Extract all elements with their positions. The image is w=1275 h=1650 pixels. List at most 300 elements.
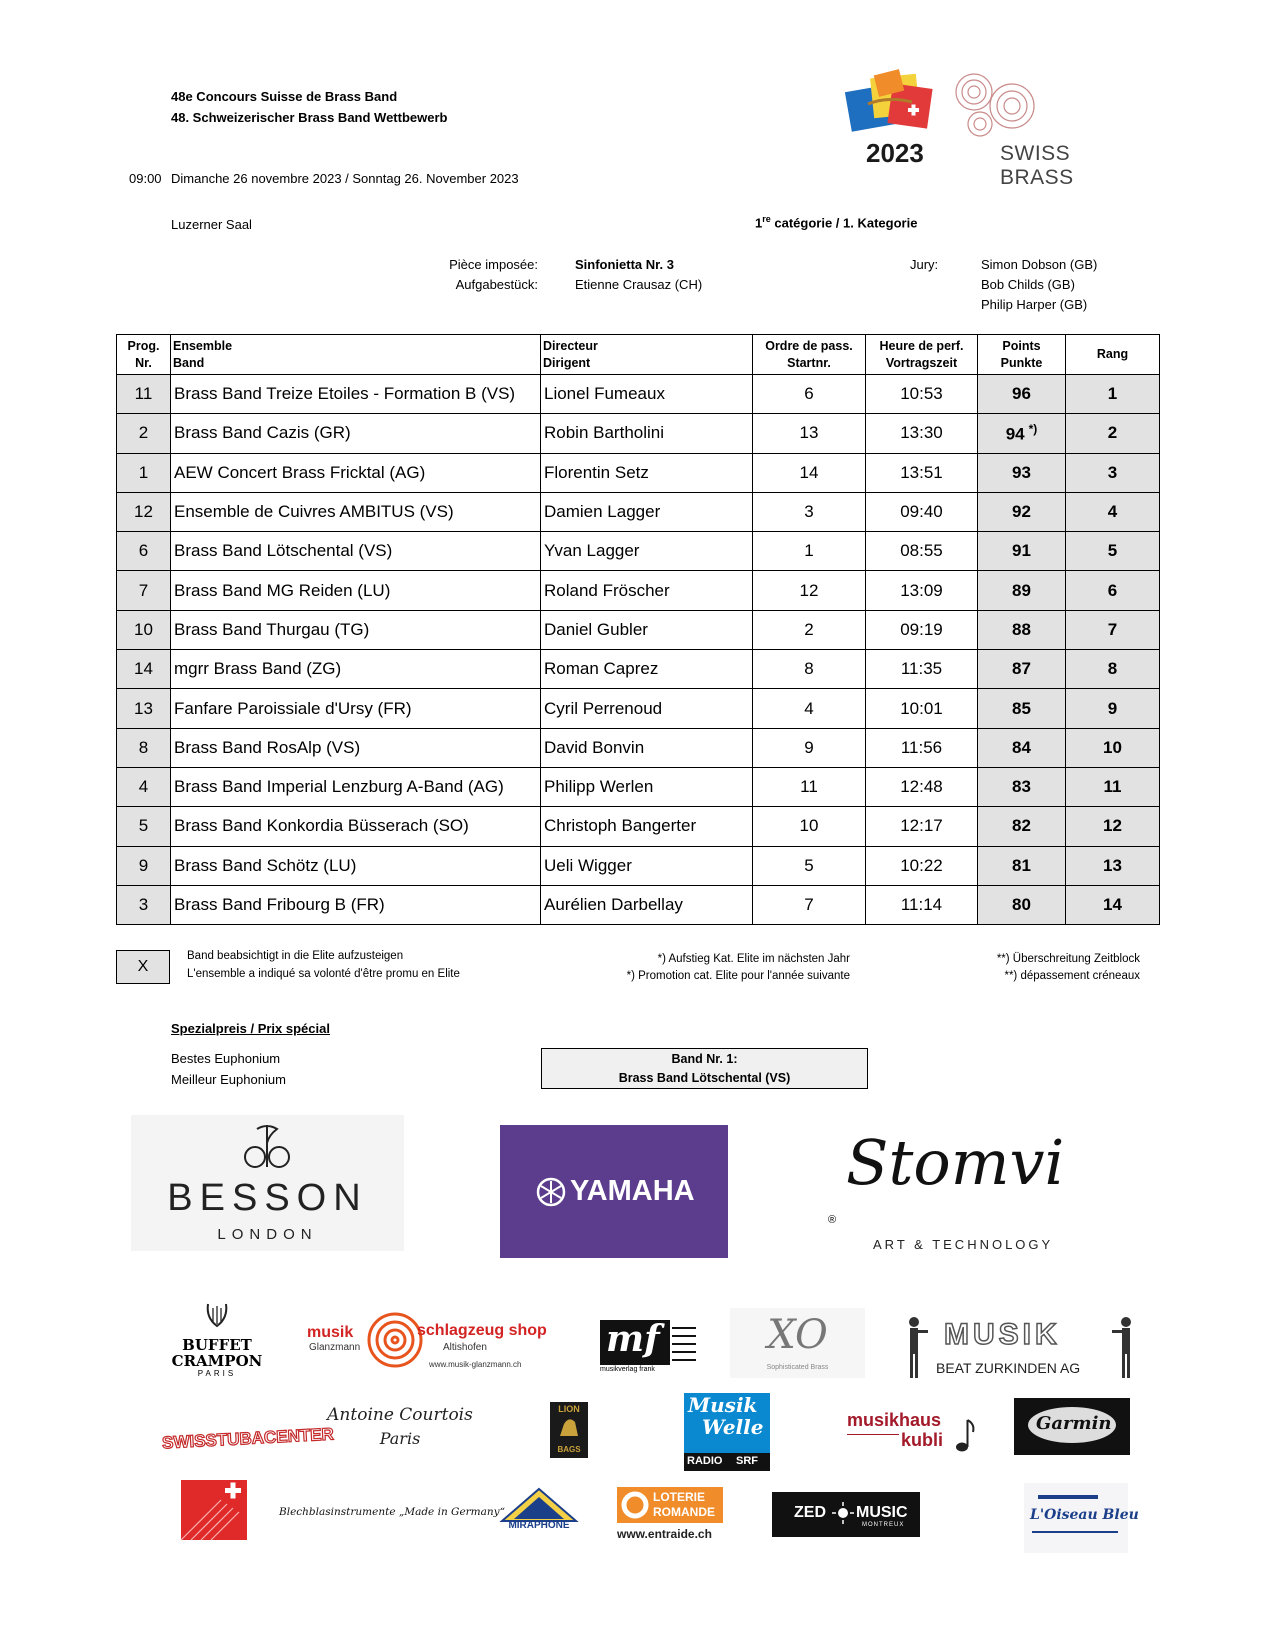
kubli-line2: kubli — [901, 1430, 944, 1450]
colored-squares-icon — [842, 70, 952, 140]
director-cell — [541, 610, 753, 649]
stomvi-name: Stomvi — [846, 1126, 1065, 1199]
rank-cell-text: 3 — [1107, 462, 1118, 482]
rank-cell-text: 11 — [1103, 777, 1122, 797]
col-ensemble: Ensemble Band — [171, 335, 541, 375]
order-cell — [753, 453, 866, 492]
prog-cell-text: 13 — [134, 698, 153, 718]
order-cell — [753, 532, 866, 571]
time-cell — [866, 571, 978, 610]
band-cell — [171, 532, 541, 571]
garmin-logo — [1014, 1398, 1130, 1455]
order-cell-text: 5 — [804, 855, 814, 875]
buffet-line2: CRAMPON — [171, 1352, 263, 1370]
time-cell — [866, 846, 978, 885]
band-cell-text: AEW Concert Brass Fricktal (AG) — [174, 462, 426, 482]
musikwelle-line3: RADIO — [687, 1455, 723, 1467]
prog-cell-text: 10 — [134, 619, 153, 639]
zed-music-logo — [772, 1492, 920, 1537]
buffet-crampon-logo — [163, 1300, 271, 1395]
rank-cell-text: 8 — [1107, 659, 1118, 679]
band-cell — [171, 610, 541, 649]
points-cell-text: 84 — [1012, 737, 1031, 757]
band-cell-text: Brass Band Lötschental (VS) — [174, 541, 393, 561]
rank-cell-text: 4 — [1107, 502, 1118, 522]
rank-cell — [1066, 689, 1160, 728]
time-cell-text: 11:56 — [900, 737, 943, 757]
besson-sub: LONDON — [217, 1226, 318, 1243]
courtois-line1: Antoine Courtois — [327, 1405, 473, 1425]
table-row — [117, 650, 1160, 689]
rank-cell-text: 13 — [1103, 855, 1122, 875]
order-cell-text: 13 — [799, 423, 819, 443]
besson-name: BESSON — [167, 1177, 368, 1219]
prog-cell — [117, 532, 171, 571]
swiss-brass-text: SWISS BRASS — [1000, 142, 1074, 189]
timeblock-note-de: **) Überschreitung Zeitblock — [996, 953, 1140, 965]
order-cell-text: 7 — [804, 895, 814, 914]
order-cell-text: 14 — [799, 462, 819, 482]
prog-cell — [117, 610, 171, 649]
band-cell — [171, 571, 541, 610]
event-2023-logo — [842, 70, 952, 168]
time-cell — [866, 728, 978, 767]
points-footnote-mark: *) — [1028, 422, 1038, 437]
col-points: Points Punkte — [978, 335, 1066, 375]
rank-cell — [1066, 885, 1160, 924]
garmin-name: Garmin — [1036, 1413, 1112, 1434]
band-cell — [171, 650, 541, 689]
col-time: Heure de perf. Vortragszeit — [866, 335, 978, 375]
prog-cell — [117, 375, 171, 414]
prog-cell-text: 4 — [138, 777, 149, 797]
trumpeter-left-icon — [900, 1312, 928, 1380]
band-cell-text: Fanfare Paroissiale d'Ursy (FR) — [174, 698, 412, 718]
band-cell — [171, 689, 541, 728]
category — [755, 214, 917, 230]
oiseau-bleu-logo — [1024, 1483, 1139, 1553]
band-cell — [171, 453, 541, 492]
band-cell-text: Brass Band RosAlp (VS) — [174, 737, 361, 757]
director-cell-text: Lionel Fumeaux — [544, 384, 665, 404]
piece-composer: Etienne Crausaz (CH) — [575, 277, 703, 292]
prog-cell-text: 1 — [138, 462, 149, 482]
points-cell — [978, 767, 1066, 806]
rank-cell — [1066, 414, 1160, 453]
staff-lines-icon — [672, 1324, 696, 1362]
col-prog: Prog. Nr. — [117, 335, 171, 375]
prog-cell-text: 7 — [138, 580, 149, 600]
director-cell — [541, 689, 753, 728]
band-cell — [171, 375, 541, 414]
rank-cell — [1066, 807, 1160, 846]
blechblas-logo — [275, 1500, 505, 1528]
venue: Luzerner Saal — [171, 217, 252, 232]
band-cell — [171, 807, 541, 846]
table-row — [117, 453, 1160, 492]
prog-cell-text: 2 — [138, 423, 149, 443]
band-cell — [171, 414, 541, 453]
table-row — [117, 846, 1160, 885]
start-time: 09:00 — [129, 171, 162, 186]
miraphone-name: MIRAPHONE — [508, 1520, 570, 1531]
stomvi-sub: ART & TECHNOLOGY — [873, 1237, 1054, 1252]
rank-cell — [1066, 375, 1160, 414]
director-cell-text: Christoph Bangerter — [544, 816, 697, 836]
glanzmann-logo — [305, 1310, 550, 1374]
zed-name: ZED — [794, 1504, 826, 1521]
order-cell — [753, 689, 866, 728]
points-cell — [978, 532, 1066, 571]
zurkinden-name: MUSIK — [944, 1318, 1061, 1351]
order-cell-text: 8 — [804, 659, 814, 679]
order-cell-text: 9 — [804, 737, 814, 757]
lion-bags-logo — [550, 1402, 588, 1458]
prog-cell — [117, 767, 171, 806]
rank-cell-text: 14 — [1103, 895, 1122, 914]
rank-cell — [1066, 846, 1160, 885]
order-cell — [753, 728, 866, 767]
prog-cell-text: 11 — [134, 384, 153, 404]
time-cell — [866, 885, 978, 924]
blech-text: Blechblasinstrumente „Made in Germany“ — [279, 1506, 505, 1518]
special-prize-fr: Meilleur Euphonium — [171, 1072, 286, 1087]
order-cell — [753, 610, 866, 649]
besson-emblem-icon — [239, 1121, 295, 1171]
points-cell-text: 94 — [1005, 424, 1025, 444]
stomvi-logo — [828, 1126, 1098, 1255]
special-prize-title: Spezialpreis / Prix spécial — [171, 1021, 330, 1036]
miraphone-triangle-icon — [494, 1487, 584, 1523]
order-cell-text: 6 — [804, 384, 814, 404]
rank-cell — [1066, 453, 1160, 492]
special-prize-band-label: Band Nr. 1: — [671, 1052, 738, 1066]
points-cell-text: 81 — [1012, 855, 1031, 875]
time-cell-text: 11:14 — [900, 895, 943, 914]
band-cell — [171, 492, 541, 531]
director-cell-text: Daniel Gubler — [544, 619, 648, 639]
buffet-line1: BUFFET — [182, 1336, 252, 1354]
director-cell-text: Aurélien Darbellay — [544, 895, 683, 914]
director-cell — [541, 375, 753, 414]
xo-mark: XO — [767, 1312, 828, 1358]
band-cell — [171, 767, 541, 806]
director-cell — [541, 846, 753, 885]
musikwelle-line1: Musik — [688, 1393, 758, 1417]
table-row — [117, 728, 1160, 767]
glanzmann-w1: musik — [307, 1324, 354, 1341]
band-cell-text: mgrr Brass Band (ZG) — [174, 659, 342, 679]
director-cell — [541, 532, 753, 571]
jury-member-2: Bob Childs (GB) — [981, 277, 1075, 292]
special-prize-de: Bestes Euphonium — [171, 1051, 281, 1066]
rank-cell-text: 5 — [1107, 541, 1118, 561]
points-cell — [978, 885, 1066, 924]
prog-cell-text: 6 — [138, 541, 149, 561]
band-cell-text: Ensemble de Cuivres AMBITUS (VS) — [174, 502, 454, 522]
prog-cell-text: 5 — [138, 816, 149, 836]
points-cell-text: 89 — [1012, 580, 1031, 600]
order-cell — [753, 885, 866, 924]
time-cell-text: 10:22 — [900, 855, 943, 875]
rank-cell — [1066, 728, 1160, 767]
prog-cell — [117, 571, 171, 610]
rank-cell-text: 1 — [1107, 384, 1118, 404]
director-cell-text: Roman Caprez — [544, 659, 659, 679]
points-cell — [978, 689, 1066, 728]
table-row — [117, 689, 1160, 728]
glanzmann-w3: Glanzmann — [309, 1342, 361, 1353]
time-cell — [866, 689, 978, 728]
title-de: 48. Schweizerischer Brass Band Wettbewerb — [171, 110, 448, 125]
prog-cell — [117, 414, 171, 453]
points-cell-text: 87 — [1012, 659, 1031, 679]
target-swirl-icon — [355, 1310, 435, 1374]
swiss-flag-logo — [181, 1480, 247, 1540]
glanzmann-w2: schlagzeug shop — [417, 1322, 547, 1339]
band-cell-text: Brass Band Fribourg B (FR) — [174, 895, 385, 914]
time-cell-text: 09:40 — [900, 502, 943, 522]
special-prize-band-name: Brass Band Lötschental (VS) — [618, 1071, 791, 1085]
time-cell — [866, 767, 978, 806]
director-cell-text: Damien Lagger — [544, 502, 661, 522]
points-cell — [978, 807, 1066, 846]
time-cell-text: 10:01 — [900, 698, 943, 718]
director-cell-text: Roland Fröscher — [544, 580, 670, 600]
stomvi-reg: ® — [828, 1214, 837, 1226]
points-cell-text: 80 — [1012, 895, 1031, 914]
col-rank: Rang — [1066, 335, 1160, 375]
table-row — [117, 532, 1160, 571]
musikverlag-frank-logo — [600, 1320, 702, 1375]
time-cell — [866, 453, 978, 492]
time-cell — [866, 375, 978, 414]
band-cell-text: Brass Band Schötz (LU) — [174, 855, 357, 875]
rank-cell — [1066, 532, 1160, 571]
prog-cell — [117, 807, 171, 846]
swiss-cross-icon — [181, 1480, 247, 1540]
time-cell-text: 13:30 — [900, 423, 943, 443]
band-cell-text: Brass Band MG Reiden (LU) — [174, 580, 391, 600]
buffet-line3: PARIS — [197, 1369, 237, 1378]
besson-logo — [131, 1115, 404, 1251]
director-cell-text: Cyril Perrenoud — [544, 698, 663, 718]
prog-cell — [117, 492, 171, 531]
table-row — [117, 571, 1160, 610]
piece-label-de: Aufgabestück: — [455, 277, 538, 292]
glanzmann-w4: Altishofen — [443, 1342, 487, 1353]
points-cell-text: 92 — [1012, 502, 1031, 522]
time-cell-text: 12:48 — [900, 777, 943, 797]
band-cell-text: Brass Band Thurgau (TG) — [174, 619, 370, 639]
musikwelle-logo — [684, 1393, 770, 1471]
order-cell — [753, 492, 866, 531]
prog-cell-text: 3 — [138, 895, 149, 914]
table-row — [117, 610, 1160, 649]
order-cell — [753, 571, 866, 610]
prog-cell — [117, 650, 171, 689]
director-cell-text: Robin Bartholini — [544, 423, 665, 443]
swiss-brass-logo — [950, 70, 1140, 189]
elite-marker-box: X — [116, 950, 170, 984]
category-sup: re — [762, 214, 771, 224]
swisstubacenter-logo — [160, 1424, 335, 1459]
points-cell — [978, 728, 1066, 767]
swisstuba-name: SWISSTUBACENTER — [161, 1424, 335, 1453]
zed-sun-icon — [832, 1502, 854, 1524]
time-cell — [866, 807, 978, 846]
rank-cell — [1066, 571, 1160, 610]
rank-cell — [1066, 767, 1160, 806]
rank-cell-text: 9 — [1107, 698, 1118, 718]
band-cell-text: Brass Band Treize Etoiles - Formation B (VS) — [174, 384, 516, 404]
musikhaus-kubli-logo — [845, 1408, 980, 1460]
order-cell — [753, 650, 866, 689]
table-row — [117, 414, 1160, 453]
points-cell-text: 96 — [1012, 384, 1031, 404]
yamaha-name: YAMAHA — [570, 1175, 695, 1207]
glanzmann-url: www.musik-glanzmann.ch — [429, 1360, 522, 1369]
rank-cell — [1066, 610, 1160, 649]
oiseau-name: L'Oiseau Bleu — [1030, 1507, 1139, 1523]
title-fr: 48e Concours Suisse de Brass Band — [171, 89, 398, 104]
mf-sub: musikverlag frank — [600, 1366, 655, 1373]
rank-cell-text: 6 — [1107, 580, 1118, 600]
director-cell-text: Yvan Lagger — [544, 541, 640, 561]
points-cell-text: 93 — [1012, 462, 1031, 482]
points-cell — [978, 492, 1066, 531]
col-order: Ordre de pass. Startnr. — [753, 335, 866, 375]
musikwelle-line2: Welle — [702, 1415, 764, 1439]
yamaha-tuning-fork-icon — [536, 1177, 566, 1207]
zurkinden-sub: BEAT ZURKINDEN AG — [936, 1360, 1081, 1376]
order-cell-text: 12 — [799, 580, 819, 600]
director-cell — [541, 414, 753, 453]
category-num: 1 — [755, 215, 763, 231]
band-cell-text: Brass Band Konkordia Büsserach (SO) — [174, 816, 469, 836]
points-cell — [978, 571, 1066, 610]
order-cell-text: 4 — [804, 698, 814, 718]
director-cell — [541, 885, 753, 924]
antoine-courtois-logo — [325, 1405, 475, 1460]
director-cell — [541, 492, 753, 531]
band-cell — [171, 846, 541, 885]
order-cell — [753, 807, 866, 846]
prog-cell — [117, 689, 171, 728]
prog-cell-text: 12 — [134, 502, 153, 522]
director-cell — [541, 571, 753, 610]
time-cell — [866, 492, 978, 531]
promotion-note-fr: *) Promotion cat. Elite pour l'année suivante — [626, 970, 850, 982]
zed-name2: MUSIC — [856, 1504, 908, 1521]
miraphone-logo — [494, 1487, 584, 1537]
time-cell-text: 13:51 — [900, 462, 943, 482]
promotion-note-de: *) Aufstieg Kat. Elite im nächsten Jahr — [657, 953, 850, 965]
prog-cell — [117, 885, 171, 924]
time-cell — [866, 532, 978, 571]
order-cell — [753, 767, 866, 806]
order-cell-text: 1 — [804, 541, 814, 561]
results-body — [117, 375, 1160, 925]
rank-cell — [1066, 650, 1160, 689]
swirl-circles-icon — [950, 70, 1050, 140]
table-header-row — [117, 335, 1160, 375]
points-cell-text: 91 — [1012, 541, 1031, 561]
director-cell-text: Florentin Setz — [544, 462, 649, 482]
music-note-icon — [955, 1418, 977, 1454]
order-cell-text: 10 — [799, 816, 819, 836]
prog-cell-text: 14 — [134, 659, 153, 679]
time-cell — [866, 610, 978, 649]
loterie-romande-logo — [617, 1487, 727, 1543]
piece-label-fr: Pièce imposée: — [449, 257, 538, 272]
loterie-line2: ROMANDE — [653, 1505, 715, 1519]
elite-note-fr: L'ensemble a indiqué sa volonté d'être promu en Elite — [187, 968, 460, 980]
rank-cell-text: 12 — [1103, 816, 1122, 836]
lion-line1: LION — [558, 1404, 580, 1414]
col-director: Directeur Dirigent — [541, 335, 753, 375]
lion-icon — [556, 1414, 582, 1440]
lion-line2: BAGS — [557, 1445, 581, 1454]
time-cell-text: 08:55 — [900, 541, 943, 561]
rank-cell-text: 10 — [1103, 737, 1122, 757]
mf-mark: mf — [606, 1318, 660, 1360]
loterie-line1: LOTERIE — [653, 1490, 706, 1504]
points-cell — [978, 414, 1066, 453]
prog-cell-text: 8 — [138, 737, 149, 757]
musik-zurkinden-logo — [900, 1312, 1140, 1382]
table-row — [117, 492, 1160, 531]
table-row — [117, 885, 1160, 924]
event-date: Dimanche 26 novembre 2023 / Sonntag 26. November 2023 — [171, 171, 519, 186]
musikwelle-line4: SRF — [736, 1455, 758, 1467]
loterie-url: www.entraide.ch — [617, 1527, 712, 1541]
piece-title: Sinfonietta Nr. 3 — [575, 257, 674, 272]
timeblock-note-fr: **) dépassement créneaux — [1004, 970, 1140, 982]
kubli-line1: musikhaus — [847, 1410, 942, 1430]
time-cell-text: 11:35 — [900, 659, 943, 679]
points-cell — [978, 650, 1066, 689]
points-cell-text: 82 — [1012, 816, 1031, 836]
order-cell — [753, 375, 866, 414]
order-cell-text: 2 — [804, 619, 814, 639]
prog-cell — [117, 728, 171, 767]
director-cell-text: Ueli Wigger — [544, 855, 632, 875]
director-cell — [541, 728, 753, 767]
xo-brass-logo — [730, 1308, 865, 1378]
table-row — [117, 767, 1160, 806]
prog-cell — [117, 846, 171, 885]
table-row — [117, 807, 1160, 846]
prog-cell-text: 9 — [138, 855, 149, 875]
jury-member-1: Simon Dobson (GB) — [981, 257, 1098, 272]
order-cell — [753, 414, 866, 453]
rank-cell — [1066, 492, 1160, 531]
director-cell — [541, 453, 753, 492]
trumpeter-right-icon — [1112, 1312, 1140, 1380]
director-cell — [541, 807, 753, 846]
band-cell — [171, 885, 541, 924]
order-cell-text: 11 — [800, 777, 818, 797]
xo-sub: Sophisticated Brass — [766, 1364, 829, 1371]
director-cell-text: Philipp Werlen — [544, 777, 654, 797]
results-table — [116, 334, 1160, 925]
band-cell — [171, 728, 541, 767]
zed-sub: MONTREUX — [862, 1522, 905, 1528]
time-cell-text: 12:17 — [900, 816, 943, 836]
special-prize-box — [541, 1048, 868, 1089]
director-cell — [541, 650, 753, 689]
